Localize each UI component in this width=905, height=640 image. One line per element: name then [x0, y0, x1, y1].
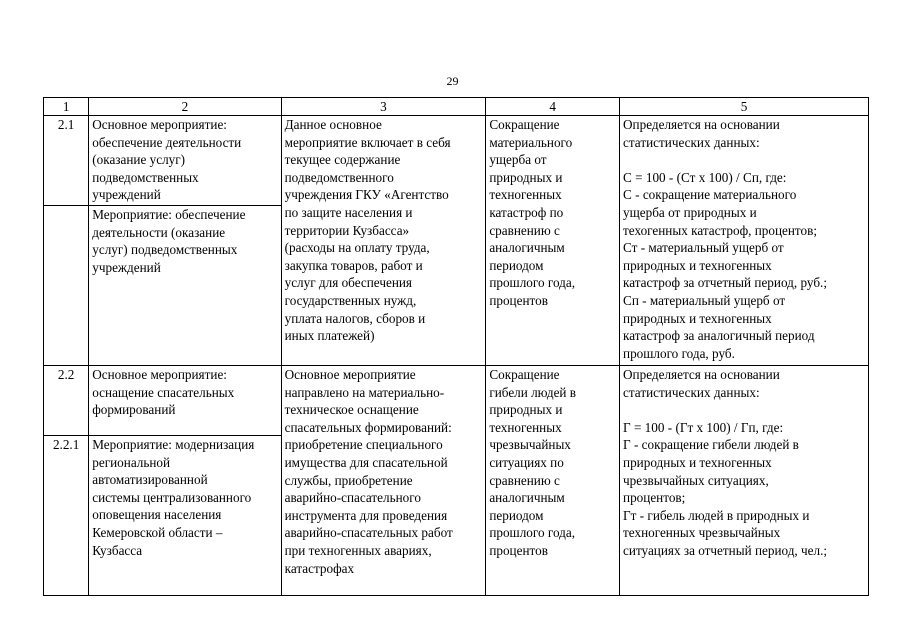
measure-name	[89, 436, 281, 596]
calculation-method	[620, 116, 869, 366]
text-line: сравнению с	[489, 222, 560, 238]
text-line: Кемеровской области –	[92, 524, 223, 540]
text-line: статистических данных:	[623, 384, 760, 400]
text-line: Сп - материальный ущерб от	[623, 292, 786, 308]
text-line: Гт - гибель людей в природных и	[623, 507, 810, 523]
text-line: С - сокращение материального	[623, 187, 797, 203]
text-line: прошлого года,	[489, 275, 576, 291]
text-line: чрезвычайных ситуациях,	[623, 472, 769, 488]
text-line: аварийно-спасательного	[284, 490, 421, 506]
text-line: Основное мероприятие:	[92, 367, 227, 382]
text-line: региональной	[92, 454, 171, 470]
text-line: Определяется на основании	[623, 117, 780, 132]
text-line: ситуациях за отчетный период, чел.;	[623, 542, 828, 558]
table-header-row	[44, 98, 869, 116]
text-line: техногенных	[489, 419, 562, 435]
row-number: 2.1	[44, 116, 89, 206]
text-line: (расходы на оплату труда,	[284, 240, 430, 256]
text-line: аналогичным	[489, 240, 565, 256]
text-line: иных платежей)	[284, 328, 375, 344]
table-row	[44, 116, 869, 206]
indicator-name	[486, 366, 620, 596]
text-line: Данное основное	[284, 117, 382, 132]
method-formula	[623, 419, 865, 560]
text-line: Ст - материальный ущерб от	[623, 240, 784, 256]
text-line: ситуациях по	[489, 454, 564, 470]
text-line: уплата налогов, сборов и	[284, 310, 426, 326]
text-line: подведомственных	[92, 169, 199, 185]
row-number: 2.2	[44, 366, 89, 436]
measures-table	[43, 97, 869, 596]
header-cell: 2	[89, 98, 281, 116]
text-line: услуг) подведомственных	[92, 242, 238, 258]
text-line: государственных нужд,	[284, 292, 417, 308]
text-line: техногенных чрезвычайных	[623, 525, 781, 541]
text-line: Сокращение	[489, 117, 560, 132]
text-line: Определяется на основании	[623, 367, 780, 382]
row-number	[44, 206, 89, 366]
header-cell: 4	[486, 98, 620, 116]
measure-description	[281, 366, 486, 596]
method-heading	[623, 116, 865, 151]
text-line: периодом	[489, 507, 544, 523]
text-line: ущерба от природных и	[623, 204, 757, 220]
text-line: Сокращение	[489, 367, 560, 382]
text-line: при техногенных авариях,	[284, 542, 432, 558]
text-line: аварийно-спасательных работ	[284, 525, 453, 541]
text-line: техническое оснащение	[284, 402, 419, 418]
text-line: учреждения ГКУ «Агентство	[284, 187, 449, 203]
text-line: природных и	[489, 402, 563, 418]
text-line: Мероприятие: обеспечение	[92, 207, 246, 222]
measure-name	[89, 206, 281, 366]
text-line: мероприятие включает в себя	[284, 134, 451, 150]
text-line: закупка товаров, работ и	[284, 257, 423, 273]
text-line: ущерба от	[489, 152, 547, 168]
text-line: спасательных формирований:	[284, 419, 452, 435]
text-line: автоматизированной	[92, 472, 208, 488]
text-line: природных и техногенных	[623, 454, 772, 470]
text-line: приобретение специального	[284, 437, 443, 453]
text-line: периодом	[489, 257, 544, 273]
calculation-method	[620, 366, 869, 596]
text-line: по защите населения и	[284, 204, 413, 220]
text-line: прошлого года, руб.	[623, 345, 735, 361]
text-line: чрезвычайных	[489, 437, 571, 453]
text-line: техогенных катастроф, процентов;	[623, 222, 817, 238]
table-row	[44, 366, 869, 436]
header-cell: 5	[620, 98, 869, 116]
text-line: природных и техногенных	[623, 257, 772, 273]
text-line: формирований	[92, 402, 176, 418]
measure-name	[89, 116, 281, 206]
indicator-name	[486, 116, 620, 366]
text-line: катастроф за отчетный период, руб.;	[623, 275, 827, 291]
measure-name	[89, 366, 281, 436]
text-line: направлено на материально-	[284, 384, 445, 400]
text-line: гибели людей в	[489, 384, 577, 400]
text-line: материального	[489, 134, 573, 150]
text-line: оснащение спасательных	[92, 384, 235, 400]
text-line: процентов	[489, 542, 548, 558]
page-number: 29	[446, 74, 459, 88]
row-number: 2.2.1	[44, 436, 89, 596]
text-line: подведомственного	[284, 169, 394, 185]
text-line: имущества для спасательной	[284, 454, 448, 470]
text-line: службы, приобретение	[284, 472, 413, 488]
header-cell: 1	[44, 98, 89, 116]
text-line: статистических данных:	[623, 134, 760, 150]
text-line: Кузбасса	[92, 542, 143, 558]
text-line: техногенных	[489, 187, 562, 203]
text-line: катастроф по	[489, 204, 564, 220]
text-line: системы централизованного	[92, 489, 252, 505]
header-cell: 3	[281, 98, 486, 116]
text-line: С = 100 - (Ст х 100) / Сп, где:	[623, 169, 787, 185]
text-line: услуг для обеспечения	[284, 275, 413, 291]
text-line: сравнению с	[489, 472, 560, 488]
text-line: аналогичным	[489, 490, 565, 506]
text-line: процентов;	[623, 490, 686, 506]
text-line: Основное мероприятие:	[92, 117, 227, 132]
text-line: Г - сокращение гибели людей в	[623, 437, 799, 453]
text-line: деятельности (оказание	[92, 224, 226, 240]
text-line: Мероприятие: модернизация	[92, 437, 255, 452]
method-heading	[623, 366, 865, 401]
text-line: учреждений	[92, 259, 161, 275]
text-line: учреждений	[92, 187, 161, 203]
text-line: текущее содержание	[284, 152, 401, 168]
text-line: территории Кузбасса»	[284, 222, 410, 238]
text-line: прошлого года,	[489, 525, 576, 541]
text-line: Г = 100 - (Гт х 100) / Гп, где:	[623, 419, 784, 435]
method-formula	[623, 169, 865, 363]
text-line: инструмента для проведения	[284, 507, 448, 523]
text-line: катастроф за аналогичный период	[623, 328, 815, 344]
text-line: (оказание услуг)	[92, 152, 186, 168]
measure-description	[281, 116, 486, 366]
text-line: природных и техногенных	[623, 310, 772, 326]
text-line: природных и	[489, 169, 563, 185]
text-line: оповещения населения	[92, 507, 222, 523]
text-line: обеспечение деятельности	[92, 134, 242, 150]
text-line: Основное мероприятие	[284, 367, 416, 382]
text-line: катастрофах	[284, 560, 355, 576]
text-line: процентов	[489, 292, 548, 308]
